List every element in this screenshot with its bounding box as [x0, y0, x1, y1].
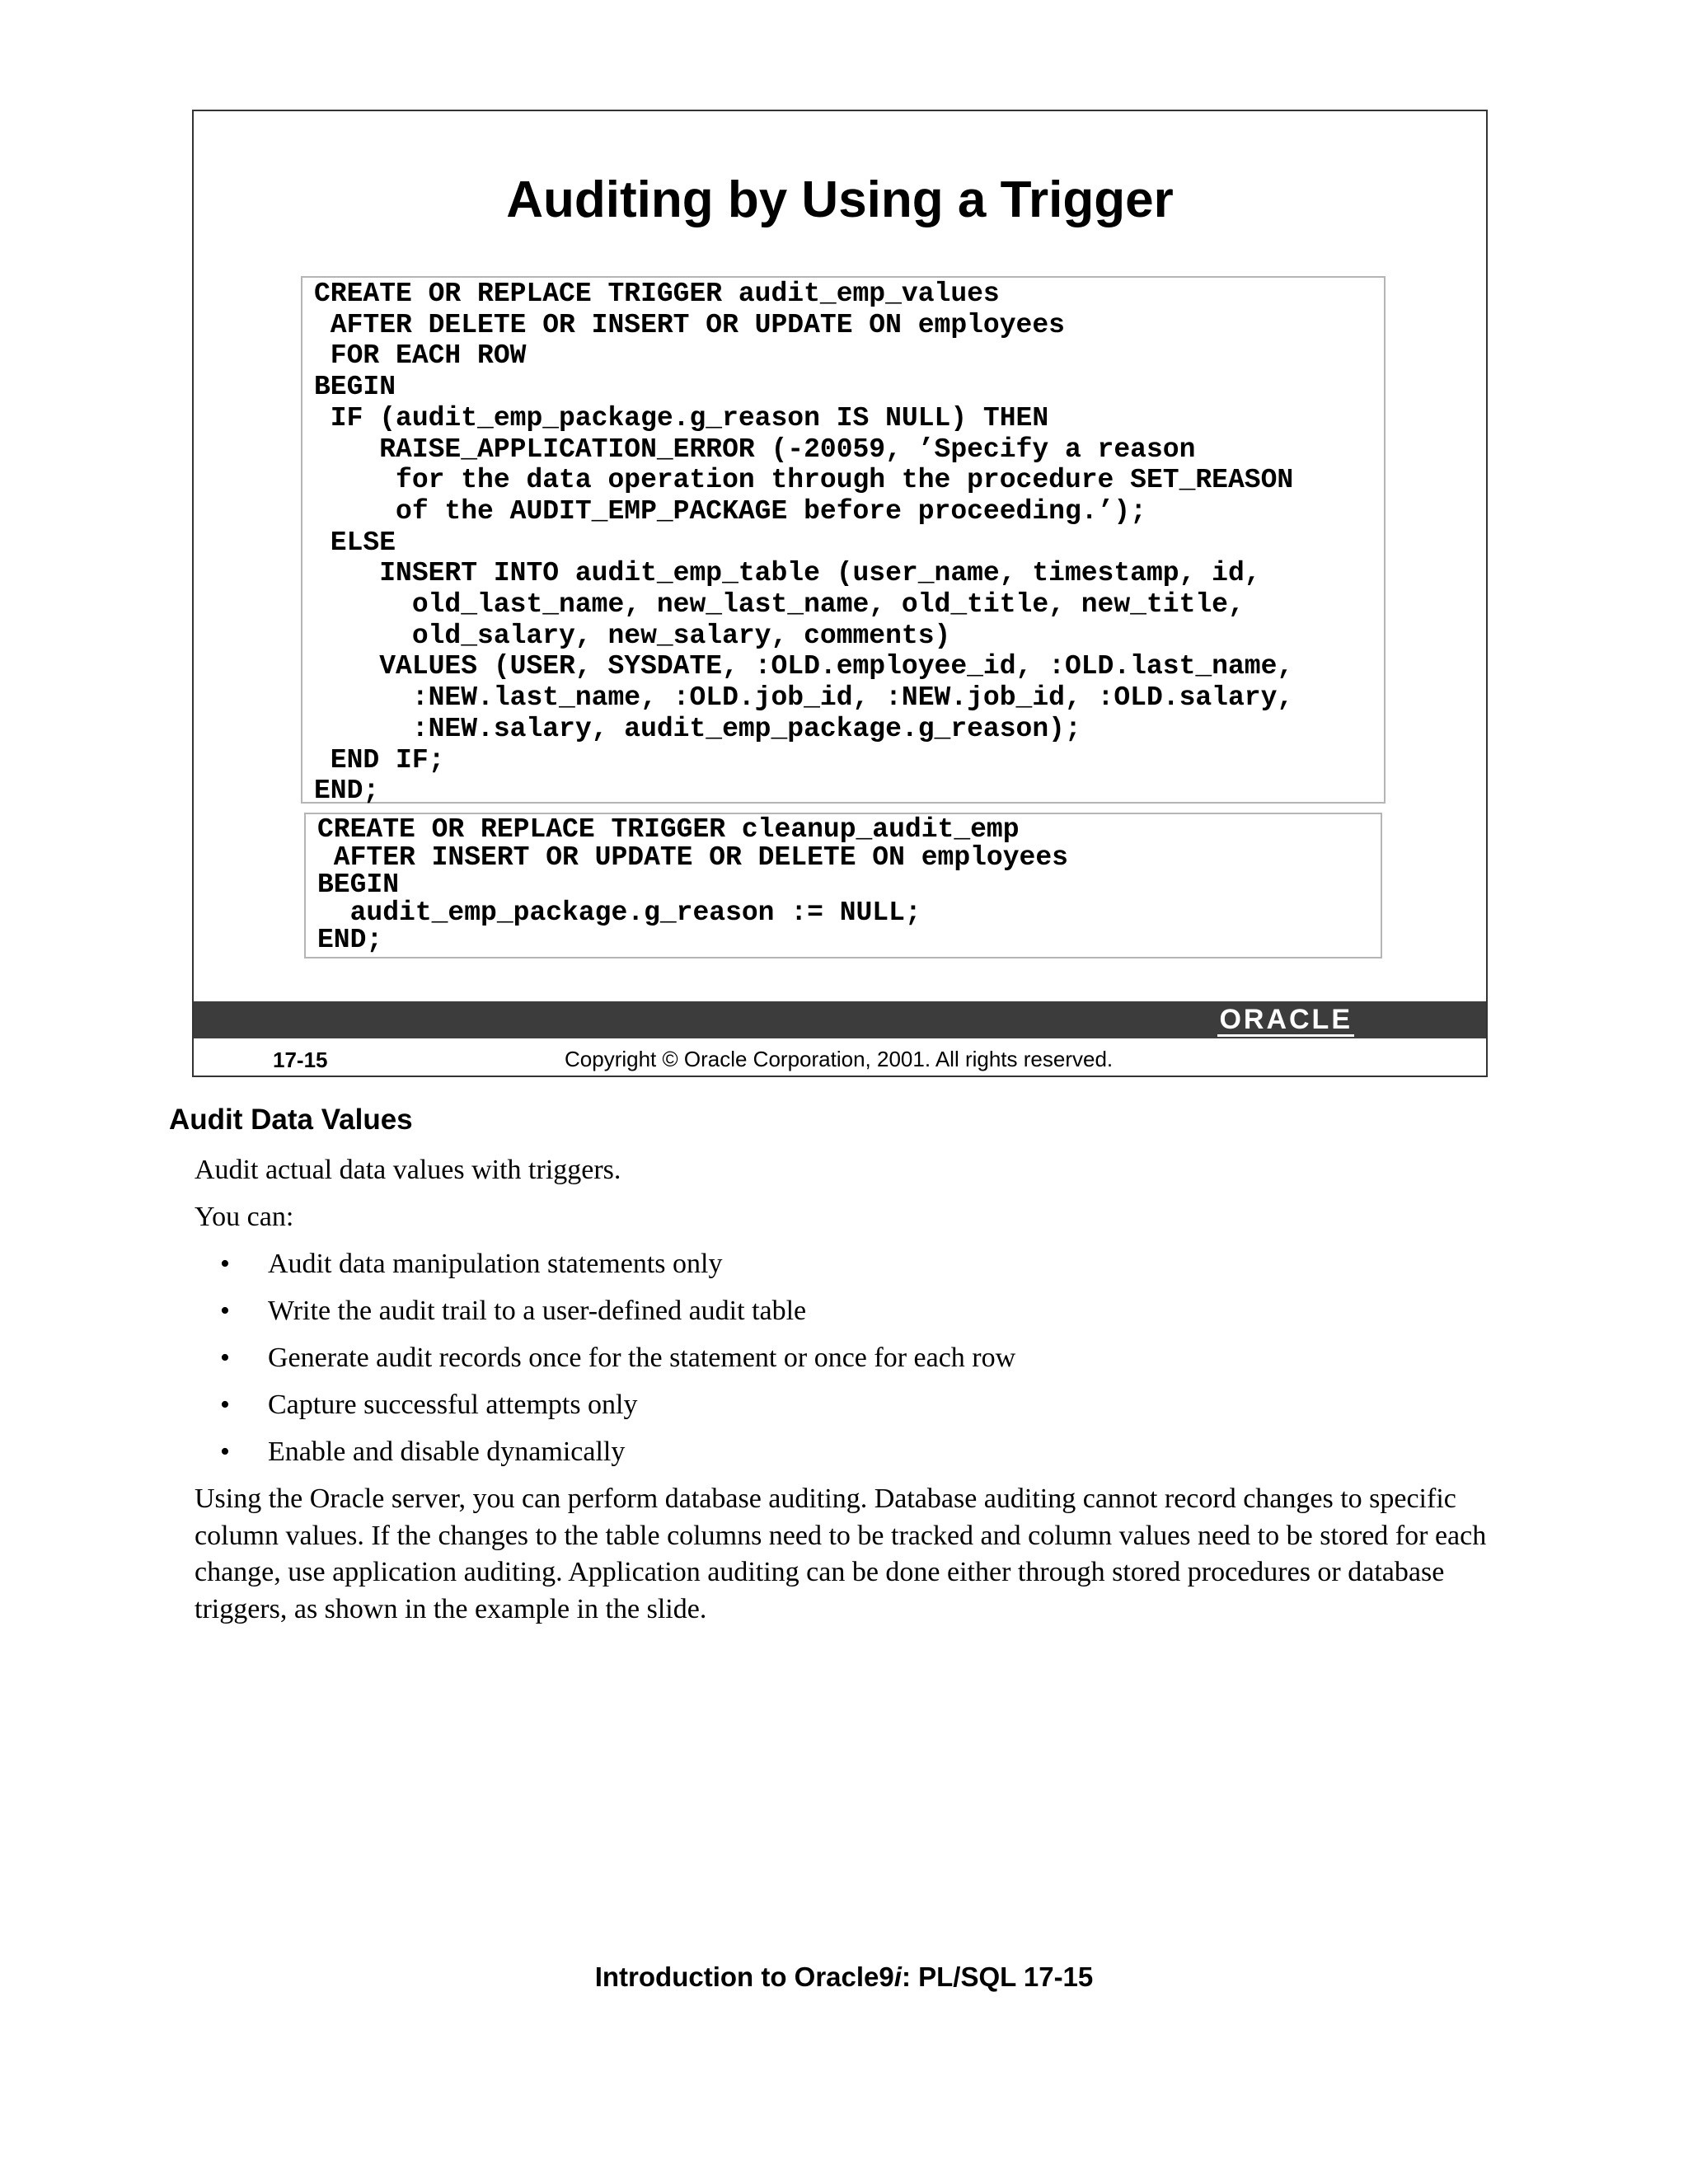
bullet-icon: •: [220, 1343, 230, 1373]
bullet-icon: •: [220, 1249, 230, 1279]
slide: [192, 110, 1488, 1077]
notes-lead: You can:: [195, 1202, 294, 1232]
code-text-cleanup-trigger: CREATE OR REPLACE TRIGGER cleanup_audit_emp AFTER INSERT OR UPDATE OR DELETE ON employees BEGIN audit_emp_package.g_reason := NULL; END;: [317, 814, 1068, 955]
code-block-audit-trigger: [301, 276, 1386, 807]
slide-number: 17-15: [273, 1047, 328, 1072]
notes-intro: Audit actual data values with triggers.: [195, 1155, 621, 1185]
page-footer: [0, 1961, 1688, 1993]
list-item-text: Audit data manipulation statements only: [268, 1249, 723, 1279]
list-item: [169, 1434, 1504, 1470]
list-item-text: Enable and disable dynamically: [268, 1436, 626, 1467]
list-item: [169, 1387, 1504, 1423]
bullet-icon: •: [220, 1436, 230, 1467]
copyright-text: Copyright © Oracle Corporation, 2001. All rights reserved.: [565, 1047, 1114, 1071]
page-footer-italic: i: [893, 1961, 902, 1992]
code-text-audit-trigger: CREATE OR REPLACE TRIGGER audit_emp_values AFTER DELETE OR INSERT OR UPDATE ON employees FOR EACH ROW BEGIN IF (audit_emp_package.g_reason IS NULL) THEN RAISE_APPLICATION_ERROR (-20059, ’Specify a reason for the data operation through the procedure SET_REASON of the AUDIT_EMP_PACKAGE before proceeding.’); ELSE INSERT INTO audit_emp_table (user_name, timestamp, id, old_last_name, new_last_name, old_title, new_title, old_salary, new_salary, comments) VALUES (USER, SYSDATE, :OLD.employee_id, :OLD.last_name, :NEW.last_name, :OLD.job_id, :NEW.job_id, :OLD.salary, :NEW.salary, audit_emp_package.g_reason); END IF; END;: [314, 279, 1294, 807]
list-item: [169, 1340, 1504, 1376]
code-block-cleanup-trigger: [304, 813, 1382, 958]
notes-paragraph: Using the Oracle server, you can perform database auditing. Database auditing cannot record changes to specific column values. If the changes to the table columns need to be tracked and column values need to be stored for each change, use application auditing. Application auditing can be done either through stored procedures or database triggers, as shown in the example in the slide.: [195, 1483, 1487, 1624]
list-item-text: Capture successful attempts only: [268, 1390, 638, 1420]
list-item-text: Write the audit trail to a user-defined audit table: [268, 1296, 807, 1326]
page-footer-suffix: : PL/SQL 17-15: [901, 1961, 1094, 1992]
list-item: [169, 1246, 1504, 1282]
page-footer-prefix: Introduction to Oracle9: [594, 1961, 894, 1992]
bullet-icon: •: [220, 1296, 230, 1326]
oracle-bar: [194, 1001, 1486, 1038]
oracle-logo: ORACLE: [1219, 1004, 1353, 1035]
bullet-list: [169, 1246, 1504, 1470]
list-item-text: Generate audit records once for the statement or once for each row: [268, 1343, 1016, 1373]
notes-section: [169, 1099, 1504, 1628]
slide-title: Auditing by Using a Trigger: [506, 171, 1174, 228]
notes-heading: Audit Data Values: [169, 1104, 413, 1136]
list-item: [169, 1293, 1504, 1329]
slide-footer: [194, 1038, 1486, 1077]
bullet-icon: •: [220, 1390, 230, 1420]
